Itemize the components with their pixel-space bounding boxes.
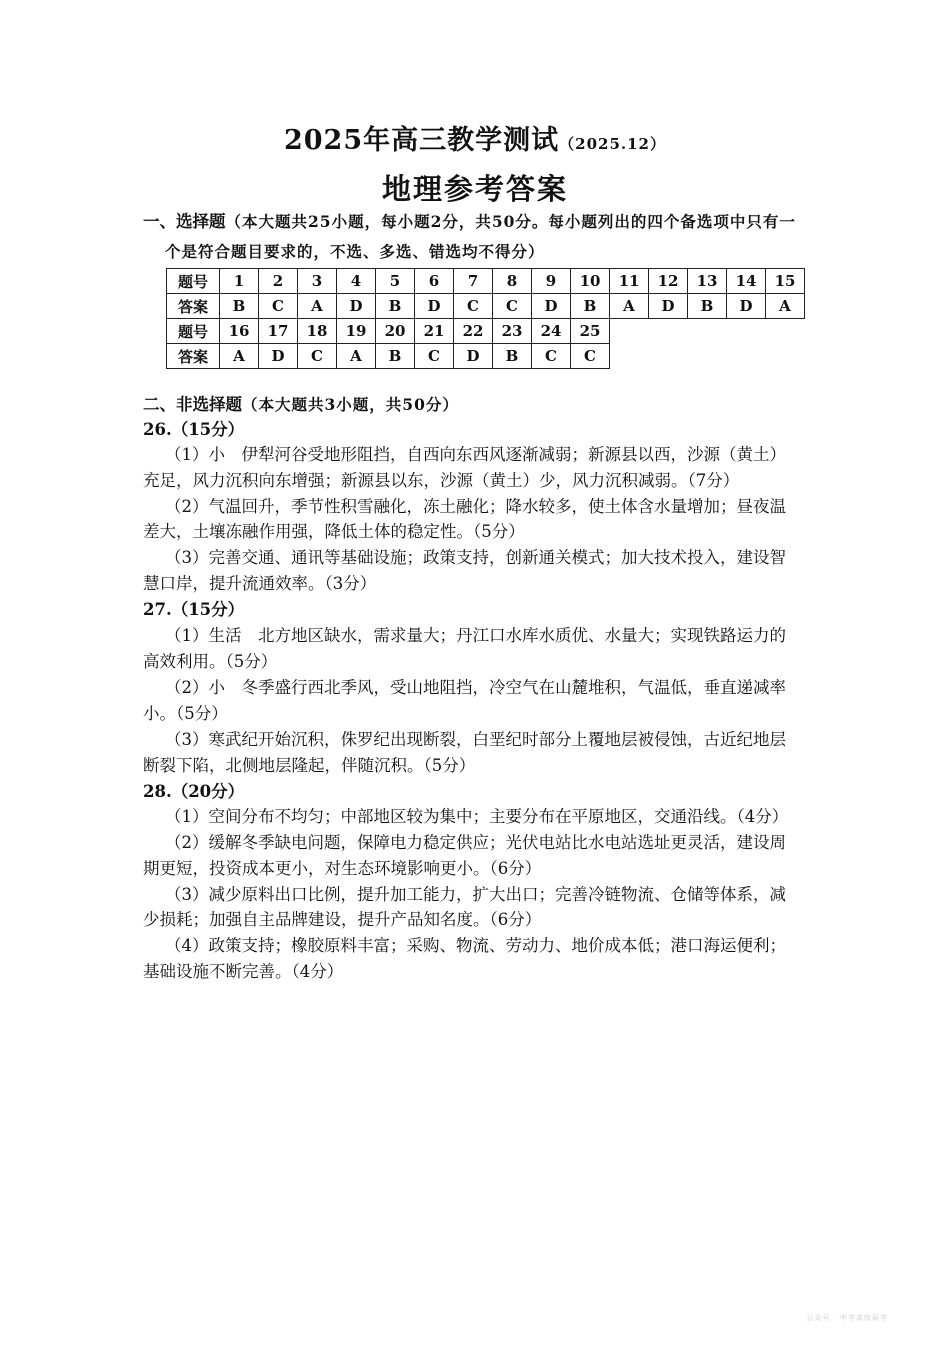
answer-cell: C <box>571 344 610 369</box>
row-label-answer: 答案 <box>167 344 220 369</box>
answer-cell: A <box>337 344 376 369</box>
answer-table-row-numbers-1 <box>167 269 805 294</box>
section1-desc-line1: （本大题共25小题，每小题2分，共50分。每小题列出的四个备选项中只有一 <box>225 212 796 231</box>
section1-desc-line2: 个是符合题目要求的，不选、多选、错选均不得分） <box>165 242 545 261</box>
q28-line: 期更短，投资成本更小，对生态环境影响更小。（6分） <box>143 859 542 878</box>
answer-cell: B <box>688 294 727 319</box>
answer-cell: A <box>610 294 649 319</box>
page-title <box>0 118 950 157</box>
answer-cell: C <box>298 344 337 369</box>
answer-cell: D <box>454 344 493 369</box>
answer-cell: B <box>220 294 259 319</box>
section2-heading-line <box>143 393 823 417</box>
question-number-cell: 5 <box>376 269 415 294</box>
question-number-cell: 22 <box>454 319 493 344</box>
row-label-answer: 答案 <box>167 294 220 319</box>
question-number-cell: 13 <box>688 269 727 294</box>
title-date: （2025.12） <box>559 135 666 153</box>
answer-cell: D <box>727 294 766 319</box>
table-blank <box>610 319 805 344</box>
question-number-cell: 4 <box>337 269 376 294</box>
q28-line: 基础设施不断完善。（4分） <box>143 962 344 981</box>
q28-heading: 28.（20分） <box>143 782 245 801</box>
question-number-cell: 24 <box>532 319 571 344</box>
page-subtitle: 地理参考答案 <box>381 172 568 206</box>
question-number-cell: 17 <box>259 319 298 344</box>
answer-cell: B <box>571 294 610 319</box>
q27-line: 小。（5分） <box>143 704 228 723</box>
question-number-cell: 10 <box>571 269 610 294</box>
q26-line: （2）气温回升，季节性积雪融化，冻土融化；降水较多，使土体含水量增加；昼夜温 <box>165 497 786 516</box>
answer-cell: C <box>532 344 571 369</box>
question-number-cell: 3 <box>298 269 337 294</box>
row-label-number: 题号 <box>167 319 220 344</box>
q27-line: （3）寒武纪开始沉积，侏罗纪出现断裂，白垩纪时部分上覆地层被侵蚀，古近纪地层 <box>165 730 786 749</box>
watermark: 公众号 · 中学高级研学 <box>806 1314 888 1322</box>
question-number-cell: 19 <box>337 319 376 344</box>
question-number-cell: 9 <box>532 269 571 294</box>
answer-cell: D <box>259 344 298 369</box>
q26-heading: 26.（15分） <box>143 420 245 439</box>
q28-line: （4）政策支持；橡胶原料丰富；采购、物流、劳动力、地价成本低；港口海运便利； <box>165 936 786 955</box>
q26-line: （3）完善交通、通讯等基础设施；政策支持，创新通关模式；加大技术投入，建设智 <box>165 548 786 567</box>
question-number-cell: 6 <box>415 269 454 294</box>
q26-line: 差大，土壤冻融作用强，降低土体的稳定性。（5分） <box>143 522 525 541</box>
answer-cell: B <box>493 344 532 369</box>
answer-cell: A <box>766 294 805 319</box>
q28-line: （3）减少原料出口比例，提升加工能力，扩大出口；完善冷链物流、仓储等体系，减 <box>165 885 786 904</box>
answer-table-row-answers-1 <box>167 294 805 319</box>
question-number-cell: 20 <box>376 319 415 344</box>
section2-heading: 二、非选择题 <box>143 395 242 414</box>
answer-cell: D <box>532 294 571 319</box>
q27-line: 高效利用。（5分） <box>143 652 278 671</box>
question-number-cell: 23 <box>493 319 532 344</box>
answer-cell: A <box>298 294 337 319</box>
q28-line: （1）空间分布不均匀；中部地区较为集中；主要分布在平原地区，交通沿线。（4分） <box>165 807 789 826</box>
question-number-cell: 8 <box>493 269 532 294</box>
question-number-cell: 16 <box>220 319 259 344</box>
answer-cell: C <box>493 294 532 319</box>
section2-desc: （本大题共3小题，共50分） <box>242 395 459 414</box>
answer-cell: A <box>220 344 259 369</box>
title-text: 2025年高三教学测试 <box>283 125 560 156</box>
question-number-cell: 25 <box>571 319 610 344</box>
section1-heading: 一、选择题 <box>143 212 226 231</box>
answer-table <box>166 268 805 369</box>
answer-cell: D <box>337 294 376 319</box>
q28-line: （2）缓解冬季缺电问题，保障电力稳定供应；光伏电站比水电站选址更灵活，建设周 <box>165 833 786 852</box>
q27-line: （2）小 冬季盛行西北季风，受山地阻挡，冷空气在山麓堆积，气温低，垂直递减率 <box>165 678 786 697</box>
q27-line: （1）生活 北方地区缺水，需求量大；丹江口水库水质优、水量大；实现铁路运力的 <box>165 626 786 645</box>
q26-line: （1）小 伊犁河谷受地形阻挡，自西向东西风逐渐减弱；新源县以西，沙源（黄土） <box>165 445 786 464</box>
question-number-cell: 1 <box>220 269 259 294</box>
q27-heading: 27.（15分） <box>143 600 245 619</box>
answer-cell: D <box>415 294 454 319</box>
answer-cell: C <box>415 344 454 369</box>
answer-table-row-answers-2 <box>167 344 805 369</box>
question-number-cell: 7 <box>454 269 493 294</box>
q27-line: 断裂下陷，北侧地层隆起，伴随沉积。（5分） <box>143 756 476 775</box>
answer-cell: D <box>649 294 688 319</box>
answer-cell: B <box>376 294 415 319</box>
answer-cell: C <box>454 294 493 319</box>
question-number-cell: 21 <box>415 319 454 344</box>
section1-heading-line <box>143 210 823 234</box>
question-number-cell: 18 <box>298 319 337 344</box>
answer-cell: C <box>259 294 298 319</box>
q26-line: 充足，风力沉积向东增强；新源县以东，沙源（黄土）少，风力沉积减弱。（7分） <box>143 471 740 490</box>
question-number-cell: 12 <box>649 269 688 294</box>
question-number-cell: 15 <box>766 269 805 294</box>
answer-table-row-numbers-2 <box>167 319 805 344</box>
question-number-cell: 11 <box>610 269 649 294</box>
question-number-cell: 14 <box>727 269 766 294</box>
answer-cell: B <box>376 344 415 369</box>
question-number-cell: 2 <box>259 269 298 294</box>
q26-line: 慧口岸，提升流通效率。（3分） <box>143 574 377 593</box>
row-label-number: 题号 <box>167 269 220 294</box>
q28-line: 少损耗；加强自主品牌建设，提升产品知名度。（6分） <box>143 910 542 929</box>
table-blank <box>610 344 805 369</box>
